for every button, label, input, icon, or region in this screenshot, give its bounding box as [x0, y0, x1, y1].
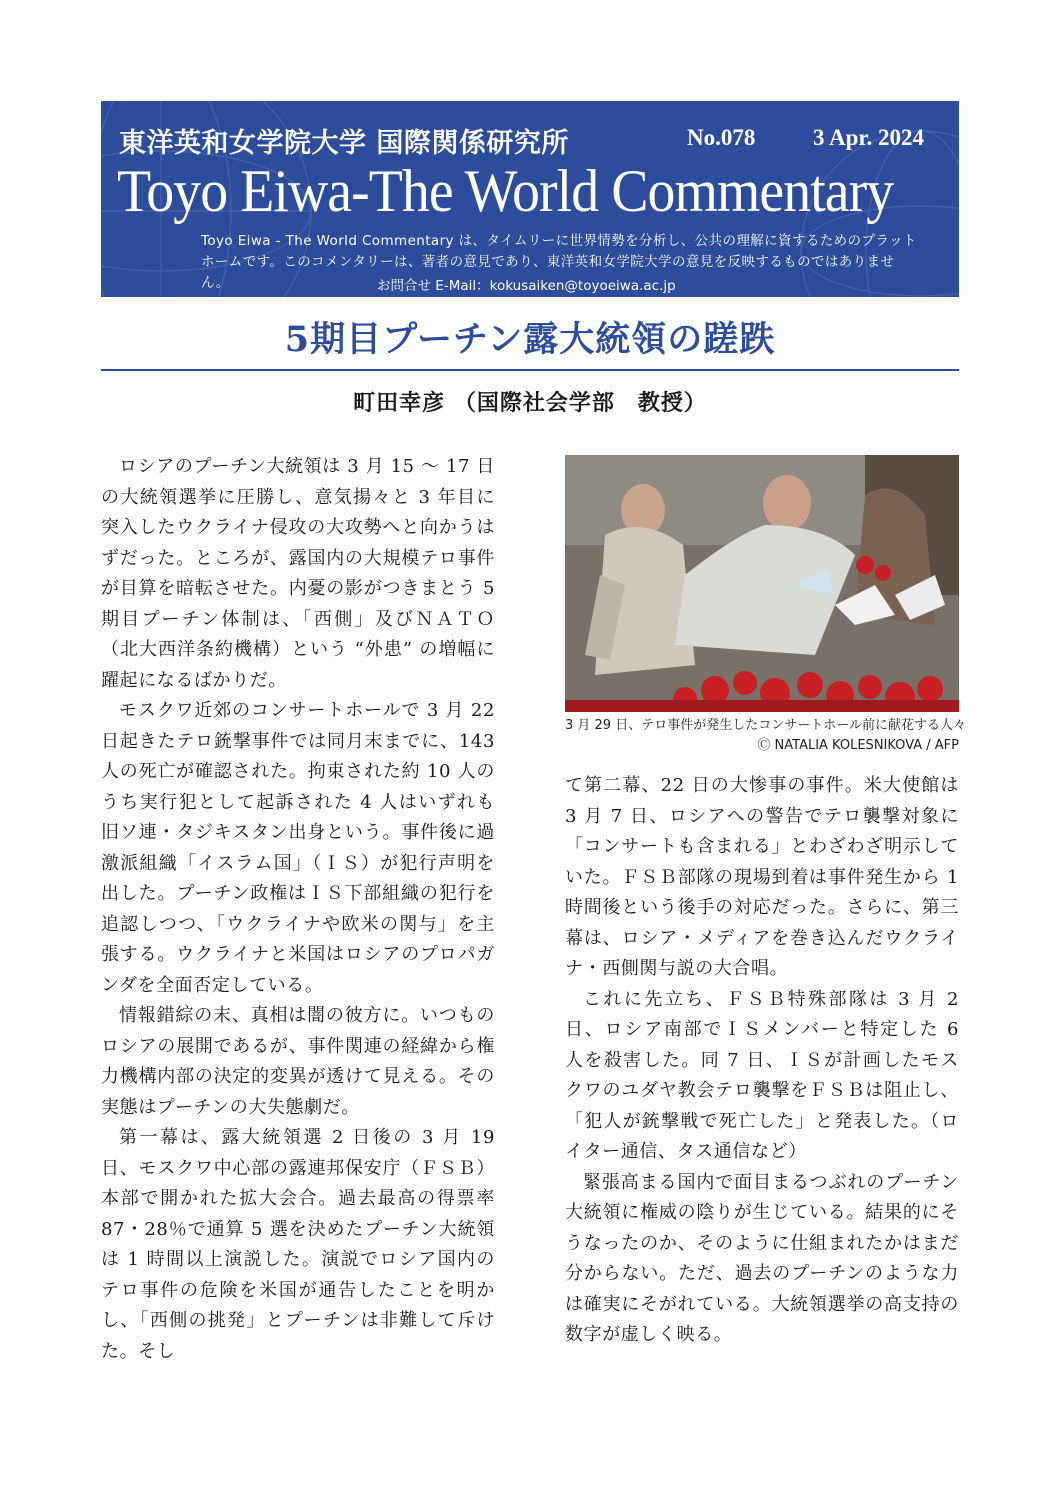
body-left-column	[101, 452, 495, 1367]
news-photo	[565, 455, 959, 712]
paragraph: これに先立ち、ＦＳＢ特殊部隊は 3 月 2 日、ロシア南部でＩＳメンバーと特定した 6 人を殺害した。同 7 日、ＩＳが計画したモスクワのユダヤ教会テロ襲撃をＦＳＢは阻止し、「犯人が銃撃戦で死亡した」と発表した。（ロイター通信、タス通信など）	[565, 988, 959, 1162]
contact-email: お問合せ E-Mail：kokusaiken@toyoeiwa.ac.jp	[377, 278, 676, 294]
series-description: Toyo Eiwa - The World Commentary は、タイムリーに世界情勢を分析し、公共の理解に資するためのプラットホームです。このコメンタリーは、著者の意見であり、東洋英和女学院大学の意見を反映するものではありません。	[201, 233, 917, 291]
issue-number: No.078	[687, 125, 756, 150]
photo-illustration	[565, 455, 959, 712]
paragraph: 第一幕は、露大統領選 2 日後の 3 月 19 日、モスクワ中心部の露連邦保安庁（ＦＳＢ）本部で開かれた拡大会合。過去最高の得票率 87・28％で通算 5 選を決めたプーチン大統領は 1 時間以上演説した。演説でロシア国内のテロ事件の危険を米国が通告したことを明かし、「西側の挑発」とプーチンは非難して斥けた。そし	[101, 1127, 495, 1362]
paragraph: ロシアのプーチン大統領は 3 月 15 ～ 17 日の大統領選挙に圧勝し、意気揚々と 3 年目に突入したウクライナ侵攻の大攻勢へと向かうはずだった。ところが、露国内の大規模テロ事件が目算を暗転させた。内憂の影がつきまとう 5 期目プーチン体制は、「西側」及びＮＡＴＯ（北大西洋条約機構）という “外患” の増幅に躍起になるばかりだ。	[101, 456, 495, 691]
title-divider	[101, 369, 959, 371]
issue-date: 3 Apr. 2024	[813, 125, 924, 150]
header-banner	[101, 101, 959, 297]
photo-caption: 3 月 29 日、テロ事件が発生したコンサートホール前に献花する人々	[565, 718, 966, 733]
photo-caption-block	[565, 716, 966, 756]
article-title: 5期目プーチン露大統領の蹉跌	[284, 319, 776, 360]
paragraph-continuation: て第二幕、22 日の大惨事の事件。米大使館は 3 月 7 日、ロシアへの警告でテロ襲撃対象に「コンサートも含まれる」とわざわざ明示していた。ＦＳＢ部隊の現場到着は事件発生から 1 時間後という後手の対応だった。さらに、第三幕は、ロシア・メディアを巻き込んだウクライナ・西側関与説の大合唱。	[565, 775, 959, 979]
body-right-column	[565, 771, 959, 1351]
article-author: 町田幸彦 （国際社会学部 教授）	[353, 390, 707, 416]
paragraph: 緊張高まる国内で面目まるつぶれのプーチン大統領に権威の陰りが生じている。結果的にそうなったのか、そのように仕組まれたかはまだ分からない。ただ、過去のプーチンのような力は確実にそがれている。大統領選挙の高支持の数字が虚しく映る。	[565, 1171, 959, 1345]
paragraph: モスクワ近郊のコンサートホールで 3 月 22 日起きたテロ銃撃事件では同月末までに、143 人の死亡が確認された。拘束された約 10 人のうち実行犯として起訴された 4 人はいずれも旧ソ連・タジキスタン出身という。事件後に過激派組織「イスラム国」（ＩＳ）が犯行声明を出した。プーチン政権はＩＳ下部組織の犯行を追認しつつ、「ウクライナや欧米の関与」を主張する。ウクライナと米国はロシアのプロパガンダを全面否定している。	[101, 700, 495, 996]
institution-name: 東洋英和女学院大学 国際関係研究所	[119, 128, 569, 159]
photo-credit: Ⓒ NATALIA KOLESNIKOVA / AFP	[757, 738, 959, 753]
paragraph: 情報錯綜の末、真相は闇の彼方に。いつものロシアの展開であるが、事件関連の経緯から権力機構内部の決定的変異が透けて見える。その実態はプーチンの大失態劇だ。	[101, 1005, 495, 1118]
series-title: Toyo Eiwa-The World Commentary	[117, 158, 894, 224]
